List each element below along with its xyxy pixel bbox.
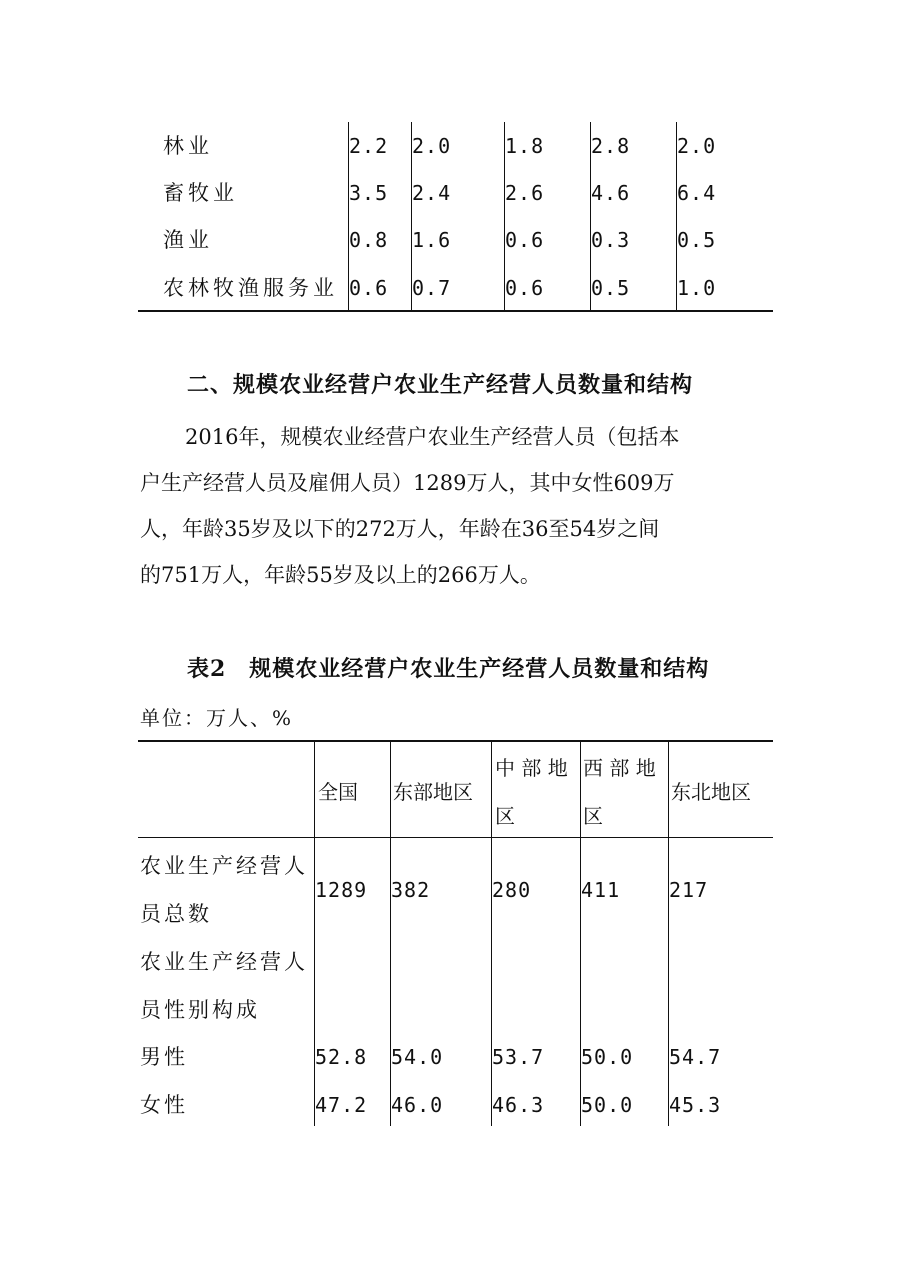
table-cell: 411 bbox=[581, 878, 621, 902]
row-label: 农业生产经营人 bbox=[140, 950, 308, 974]
table-cell: 46.0 bbox=[391, 1093, 444, 1117]
row-label: 农业生产经营人 bbox=[140, 854, 308, 878]
column-header-cont: 区 bbox=[583, 804, 603, 828]
table-cell: 2.0 bbox=[677, 134, 717, 158]
table-cell: 2.8 bbox=[591, 134, 631, 158]
table-cell: 0.6 bbox=[505, 276, 545, 300]
table-cell: 2.4 bbox=[412, 181, 452, 205]
paragraph-line: 人，年龄35岁及以下的272万人，年龄在36至54岁之间 bbox=[140, 517, 660, 541]
row-label: 男性 bbox=[140, 1045, 188, 1069]
table-cell: 0.5 bbox=[591, 276, 631, 300]
table-title: 表2 规模农业经营户农业生产经营人员数量和结构 bbox=[187, 656, 710, 682]
column-header-cont: 区 bbox=[495, 804, 515, 828]
column-header: 东北地区 bbox=[671, 780, 751, 804]
row-label: 林业 bbox=[163, 134, 213, 158]
table-cell: 46.3 bbox=[492, 1093, 545, 1117]
table-cell: 54.0 bbox=[391, 1045, 444, 1069]
column-header: 中 部 地 bbox=[495, 756, 568, 780]
row-label: 农林牧渔服务业 bbox=[163, 276, 338, 300]
column-header: 东部地区 bbox=[393, 780, 473, 804]
table-cell: 1.8 bbox=[505, 134, 545, 158]
table-row bbox=[0, 264, 909, 312]
unit-label: 单位：万人、% bbox=[140, 706, 294, 730]
row-label: 女性 bbox=[140, 1093, 188, 1117]
table-cell: 50.0 bbox=[581, 1093, 634, 1117]
table-cell: 3.5 bbox=[349, 181, 389, 205]
paragraph-line: 2016年，规模农业经营户农业生产经营人员（包括本 bbox=[185, 425, 680, 449]
table-cell: 0.8 bbox=[349, 228, 389, 252]
row-label-cont: 员总数 bbox=[140, 902, 212, 926]
table-cell: 0.3 bbox=[591, 228, 631, 252]
table-cell: 0.7 bbox=[412, 276, 452, 300]
table-cell: 0.6 bbox=[505, 228, 545, 252]
table-cell: 50.0 bbox=[581, 1045, 634, 1069]
paragraph-line: 的751万人，年龄55岁及以上的266万人。 bbox=[140, 563, 541, 587]
table-cell: 54.7 bbox=[669, 1045, 722, 1069]
paragraph-line: 户生产经营人员及雇佣人员）1289万人，其中女性609万 bbox=[140, 471, 675, 495]
table-cell: 280 bbox=[492, 878, 532, 902]
column-header: 西 部 地 bbox=[583, 756, 656, 780]
column-header: 全国 bbox=[318, 780, 358, 804]
table-cell: 2.0 bbox=[412, 134, 452, 158]
row-label: 畜牧业 bbox=[163, 181, 238, 205]
table1-bottom-rule bbox=[138, 310, 773, 312]
table-cell: 0.5 bbox=[677, 228, 717, 252]
table-row bbox=[0, 216, 909, 264]
table-cell: 45.3 bbox=[669, 1093, 722, 1117]
table2-top-rule bbox=[138, 740, 773, 742]
table-cell: 47.2 bbox=[315, 1093, 368, 1117]
table-cell: 4.6 bbox=[591, 181, 631, 205]
table-cell: 2.6 bbox=[505, 181, 545, 205]
row-label: 渔业 bbox=[163, 228, 213, 252]
table-cell: 6.4 bbox=[677, 181, 717, 205]
table-cell: 1.6 bbox=[412, 228, 452, 252]
table-cell: 1289 bbox=[315, 878, 368, 902]
table-row bbox=[0, 122, 909, 170]
table-row bbox=[0, 169, 909, 217]
table-cell: 2.2 bbox=[349, 134, 389, 158]
table-cell: 53.7 bbox=[492, 1045, 545, 1069]
table-cell: 382 bbox=[391, 878, 431, 902]
section-heading: 二、规模农业经营户农业生产经营人员数量和结构 bbox=[187, 372, 694, 398]
table-cell: 217 bbox=[669, 878, 709, 902]
table2-header-rule bbox=[138, 837, 773, 838]
table-cell: 0.6 bbox=[349, 276, 389, 300]
row-label-cont: 员性别构成 bbox=[140, 998, 260, 1022]
table-cell: 1.0 bbox=[677, 276, 717, 300]
table-cell: 52.8 bbox=[315, 1045, 368, 1069]
